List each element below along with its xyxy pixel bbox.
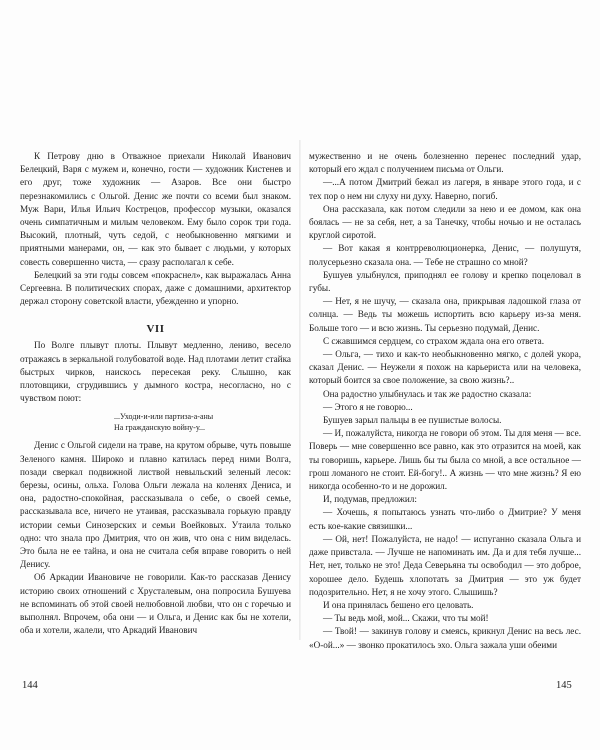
paragraph: Она радостно улыбнулась и так же радостно сказала: xyxy=(323,388,532,399)
chapter-heading: VII xyxy=(146,323,165,336)
paragraph: — Этого я не говорю... xyxy=(323,401,413,412)
paragraph: Денис с Ольгой сидели на траве, на крутом обрыве, чуть повыше Зеленого камня. Широко и плавно катилась перед ними Волга, позади сверкал подвижной листвой невыльский зеленый лесок: березы, осины, ольха. Голова Ольги лежала на коленях Дениса, и она, радостно-спокойная, рассказывала о себе, о своей семье, рассказывала все, ничего не утаивая, рассказывала горькую правду истории семьи Синозерских и семьи Воейковых. Утаила только одно: что знала про Дмитрия, что он жив, что она с ним виделась. Это была не ее тайна, и она не считала себя вправе говорить о ней Денису. xyxy=(20,440,291,570)
paragraph: И, подумав, предложил: xyxy=(323,494,417,505)
paragraph: мужественно и не очень болезненно перенес последний удар, который его ждал с получением письма от Ольги. xyxy=(309,151,581,175)
paragraph: —...А потом Дмитрий бежал из лагеря, в январе этого года, и с тех пор о нем ни слуху ни духу. Наверно, погиб. xyxy=(309,177,581,201)
verse-line: ...Уходи-и-или партиза-а-аны xyxy=(114,412,214,422)
paragraph: Бушуев улыбнулся, приподнял ее голову и крепко поцеловал в губы. xyxy=(309,269,581,294)
page-number-right: 145 xyxy=(556,680,572,691)
paragraph: — Хочешь, я попытаюсь узнать что-либо о Дмитрие? У меня есть кое-какие связишки... xyxy=(309,507,581,531)
paragraph: Белецкий за эти годы совсем «покраснел», как выражалась Анна Сергеевна. В политических спорах, даже с домашними, архитектор держал сторону советской власти, убежденно и упорно. xyxy=(20,269,291,307)
paragraph: — Нет, я не шучу, — сказала она, прикрывая ладошкой глаза от солнца. — Ведь ты можешь испортить всю карьеру из-за меня. Больше того — и всю жизнь. Ты серьезно подумай, Денис. xyxy=(309,296,581,333)
paragraph: — Вот какая я контрреволюционерка, Денис, — полушутя, полусерьезно сказала она. — Тебе не страшно со мной? xyxy=(309,243,581,267)
verse-block xyxy=(114,411,291,433)
paragraph: — И, пожалуйста, никогда не говори об этом. Ты для меня — все. Поверь — мне совершенно все равно, как это отразится на моей, как ты говоришь, карьере. Лишь бы ты была со мной, а все остальное — грош ломаного не стоит. Ей-богу!.. А жизнь — что мне жизнь? Я ею никогда особенно-то и не дорожил. xyxy=(309,428,581,492)
paragraph: Об Аркадии Ивановиче не говорили. Как-то рассказав Денису историю своих отношений с Хрусталевым, она попросила Бушуева не вспоминать об этой своей нелюбовной любви, что он с горечью и выполнял. Впрочем, оба они — и Ольга, и Денис как бы не хотели, оба и хотели, жалели, что Аркадий Иванович xyxy=(20,572,291,636)
paragraph: С сжавшимся сердцем, со страхом ждала она его ответа. xyxy=(323,335,544,346)
paragraph: — Ой, нет! Пожалуйста, не надо! — испуганно сказала Ольга и даже привстала. — Лучше не напоминать им. Да и для тебя лучше... Нет, нет, только не это! Деда Северьяна ты освободил — это доброе, хорошее дело. Будешь хлопотать за Дмитрия — это уж будет подозрительно. Нет, я не хочу этого. Слышишь? xyxy=(309,533,581,597)
paragraph: Она рассказала, как потом следили за нею и ее домом, как она боялась — не за себя, нет, а за Танечку, чтобы ночью и не осталась круглой сиротой. xyxy=(309,203,581,241)
page-number-left: 144 xyxy=(22,680,38,691)
paragraph: — Ты ведь мой, мой... Скажи, что ты мой! xyxy=(323,613,489,624)
paragraph: — Ольга, — тихо и как-то необыкновенно мягко, с долей укора, сказал Денис. — Неужели я похож на карьериста или на человека, который боится за свое положение, за свою жизнь?.. xyxy=(309,349,581,386)
paragraph: — Твой! — закинув голову и смеясь, крикнул Денис на весь лес. «О-ой...» — звонко прокатилось эхо. Ольга зажала уши обеими xyxy=(309,626,581,650)
left-page xyxy=(20,150,291,650)
verse-line: На гражданскую войну-у... xyxy=(114,423,206,433)
paragraph: К Петрову дню в Отважное приехали Николай Иванович Белецкий, Варя с мужем и, конечно, гости — художник Кистенев и его друг, тоже художник — Азаров. Все они быстро перезнакомились с Ольгой. Денис же почти со всеми был знаком. Муж Вари, Илья Ильич Кострецов, профессор музыки, оказался очень симпатичным и милым человеком. Ему было сорок три года. Высокий, плотный, чуть седой, с необыкновенно мягкими и приятными манерами, он, — как это бывает с людьми, у которых совесть совершенно чиста, — сразу располагал к себе. xyxy=(20,151,291,267)
paragraph: Бушуев зарыл пальцы в ее пушистые волосы. xyxy=(323,415,502,426)
book-gutter xyxy=(299,140,301,640)
paragraph: И она принялась бешено его целовать. xyxy=(323,599,474,610)
right-page xyxy=(309,150,581,650)
paragraph: По Волге плывут плоты. Плывут медленно, лениво, весело отражаясь в зеркальной голубоватой воде. Над плотами летит стайка быстрых чирков, наискось пересекая реку. Слышно, как плотовщики, сгрудившись у дымного костра, несогласно, но с чувством поют: xyxy=(20,340,291,404)
